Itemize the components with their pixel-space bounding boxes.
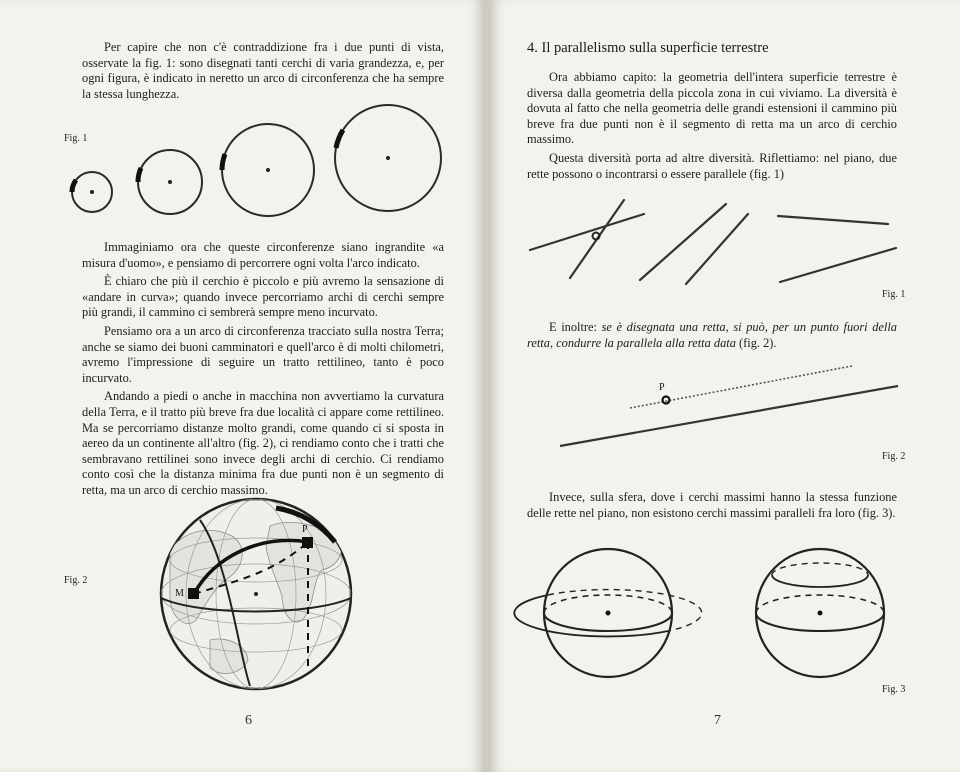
sphere-left-equator-back	[544, 595, 672, 613]
inoltre-text	[527, 320, 897, 351]
left-paragraph-3: Pensiamo ora a un arco di circonferenza tracciato sulla nostra Terra; anche se siamo dei buoni camminatori e quell'arco è di molti chilometri, avremo l'impressione di seguire un tratto rettilineo, tanto è poco incurvato.	[82, 323, 444, 385]
sphere-paragraph: Invece, sulla sfera, dove i cerchi massimi hanno la stessa funzione delle rette nel piano, non esistono cerchi massimi paralleli fra loro (fig. 3).	[527, 490, 897, 520]
left-page-number: 6	[245, 713, 252, 728]
right-page-number: 7	[714, 713, 721, 728]
sphere-left-tilted-back	[548, 590, 702, 631]
parallel-line-a	[640, 204, 726, 280]
sphere-right-equator-front	[756, 613, 884, 631]
left-intro-paragraph: Per capire che non c'è contraddizione fra i due punti di vista, osservate la fig. 1: sono disegnati tanti cerchi di varia grandezza, e, per ogni figura, è indicato in neretto un arco di circonferenza che ha sempre la stessa lunghezza.	[82, 40, 444, 101]
label-p-right: P	[659, 382, 665, 393]
right-fig2-label: Fig. 2	[882, 451, 906, 462]
inoltre-tail: (fig. 2).	[735, 335, 777, 350]
center-dot-1	[90, 190, 94, 194]
left-intro-text	[82, 40, 444, 102]
inoltre-paragraph	[527, 320, 897, 351]
circles-figure	[0, 120, 484, 240]
center-dot-3	[266, 168, 270, 172]
point-p-marker	[302, 537, 313, 548]
section-heading: 4. Il parallelismo sulla superficie terrestre	[527, 40, 769, 56]
label-p: P	[302, 524, 308, 535]
sphere-left-equator-front	[544, 613, 672, 631]
left-paragraph-1: Immaginiamo ora che queste circonferenze siano ingrandite «a misura d'uomo», e pensiamo di percorrere ogni volta l'arco indicato.	[82, 240, 444, 270]
right-paragraph-2: Questa diversità porta ad altre diversità. Riflettiamo: nel piano, due rette possono o incontrarsi o essere parallele (fig. 1)	[527, 150, 897, 181]
arc-3	[222, 154, 225, 170]
arc-4	[336, 130, 343, 148]
parallel-line-d	[780, 248, 896, 282]
sphere-right-center	[818, 611, 823, 616]
globe-center-dot	[254, 592, 258, 596]
right-fig3-label: Fig. 3	[882, 684, 906, 695]
parallel-figure	[490, 360, 960, 450]
sphere-right-equator-back	[756, 595, 884, 613]
point-p-marker-right	[663, 397, 670, 404]
right-body-text	[527, 70, 897, 182]
left-fig2-label: Fig. 2	[64, 575, 88, 586]
center-dot-2	[168, 180, 172, 184]
parallel-line-b	[686, 214, 748, 284]
arc-2	[138, 168, 141, 182]
intersecting-line-a	[530, 214, 644, 250]
left-fig1-label: Fig. 1	[64, 133, 88, 144]
inoltre-lead: E inoltre:	[549, 320, 602, 334]
label-m: M	[175, 588, 184, 599]
right-paragraph-1: Ora abbiamo capito: la geometria dell'intera superficie terrestre è diversa dalla geometria della piccola zona in cui viviamo. La diversità è dovuta al fatto che nella geometria delle grandi estensioni il cammino più breve fra due punti non è il segmento di retta ma un arco di cerchio massimo.	[527, 70, 897, 147]
lines-figure	[490, 190, 960, 300]
given-line	[560, 386, 898, 446]
sphere-text	[527, 490, 897, 521]
arc-1	[72, 180, 76, 192]
point-m-marker	[188, 588, 199, 599]
right-fig1-label: Fig. 1	[882, 289, 906, 300]
sphere-left-center	[606, 611, 611, 616]
sphere-right-parallel-back	[772, 563, 868, 575]
inoltre-italic: se è disegnata una retta, si può, per un punto fuori della retta, condurre la parallela alla retta data	[527, 320, 897, 350]
left-body-text	[82, 240, 444, 499]
spheres-figure	[490, 545, 960, 695]
left-paragraph-4: Andando a piedi o anche in macchina non avvertiamo la curvatura della Terra, e il tratto più breve fra due località ci appare come rettilineo. Ma se percorriamo distanze molto grandi, come quando ci si sposta in aereo da un continente all'altro (fig. 2), ci rendiamo conto che i tratti che sembravano rettilinei sono invece degli archi di cerchio. Ci rendiamo conto così che la distanza minima fra due punti non è un segmento di retta, ma un arco di cerchio massimo.	[82, 389, 444, 497]
parallel-line-c	[778, 216, 888, 224]
sphere-right-parallel-front	[772, 575, 868, 587]
right-page	[490, 0, 960, 772]
left-paragraph-2: È chiaro che più il cerchio è piccolo e più avremo la sensazione di «andare in curva»; quando invece percorriamo archi di cerchi sempre più grandi, il cammino ci sembrerà sempre meno incurvato.	[82, 274, 444, 320]
center-dot-4	[386, 156, 390, 160]
globe-figure	[0, 490, 484, 720]
